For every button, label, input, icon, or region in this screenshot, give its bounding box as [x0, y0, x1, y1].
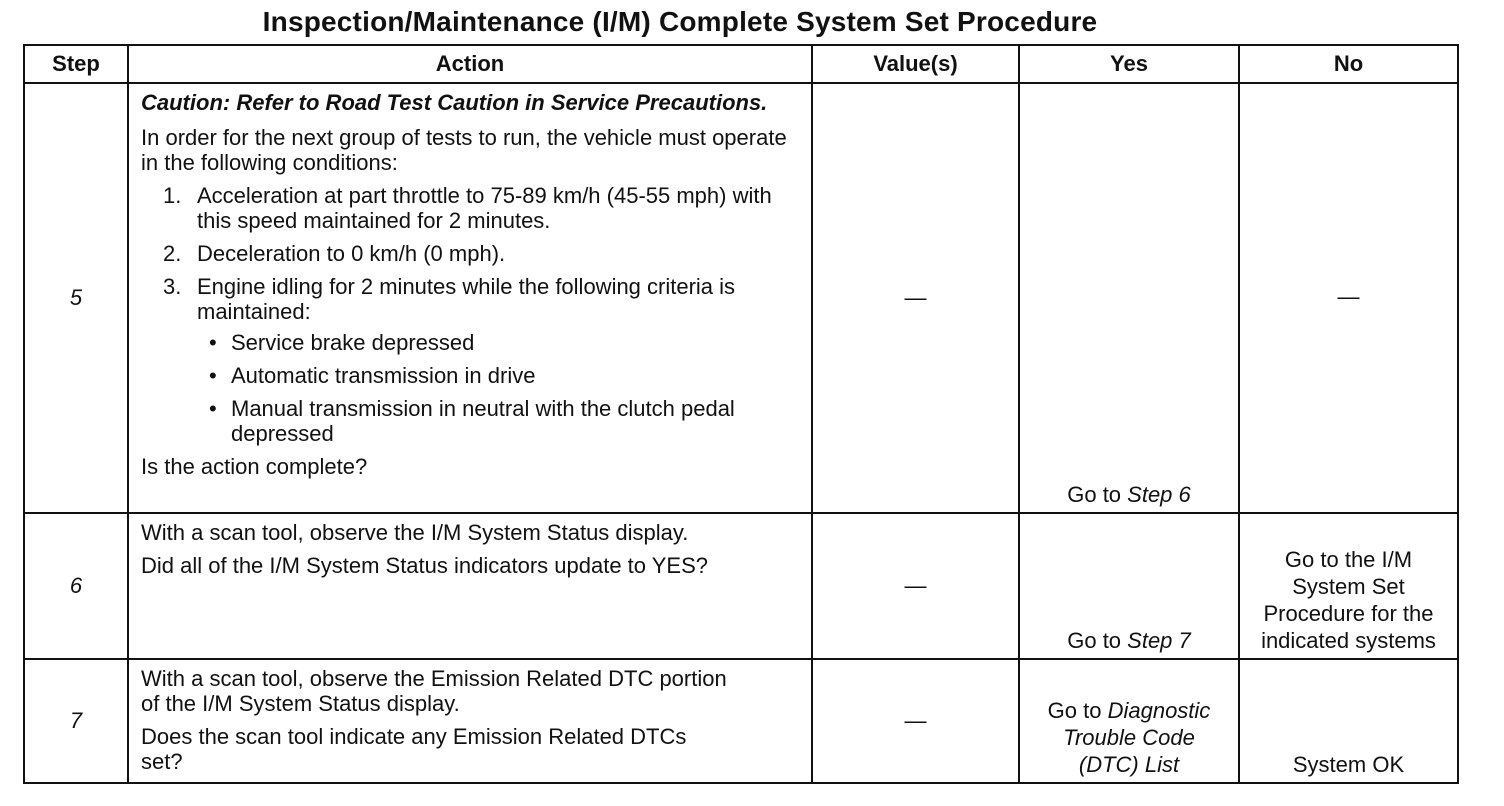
no-cell: System OK — [1239, 659, 1458, 783]
action-cell — [128, 83, 812, 513]
procedure-table — [23, 44, 1459, 784]
step-number: 7 — [24, 659, 128, 783]
table-row-step-7 — [24, 659, 1458, 783]
action-cell — [128, 659, 812, 783]
yes-cell: Go to Step 7 — [1019, 513, 1239, 659]
list-item: 1. Acceleration at part throttle to 75-89 km/h (45-55 mph) with this speed maintained for 2 minutes. — [163, 183, 772, 233]
table-row-step-6 — [24, 513, 1458, 659]
dtc-list-link[interactable]: Diagnostic Trouble Code (DTC) List — [1063, 698, 1211, 777]
header-step: Step — [24, 45, 128, 83]
no-cell: — — [1239, 83, 1458, 513]
bullet-item: • Service brake depressed — [209, 330, 475, 355]
numbered-list — [163, 183, 803, 446]
header-no: No — [1239, 45, 1458, 83]
bullet-item: • Automatic transmission in drive — [209, 363, 536, 388]
action-question: Is the action complete? — [141, 454, 368, 479]
bullet-list — [209, 330, 803, 446]
yes-cell: Go to Diagnostic Trouble Code (DTC) List — [1019, 659, 1239, 783]
caution-text: Caution: Refer to Road Test Caution in Service Precautions. — [141, 90, 768, 115]
action-cell — [128, 513, 812, 659]
page-title: Inspection/Maintenance (I/M) Complete System Set Procedure — [262, 6, 1098, 37]
header-yes: Yes — [1019, 45, 1239, 83]
step-number: 6 — [24, 513, 128, 659]
action-intro: In order for the next group of tests to run, the vehicle must operate in the following conditions: — [141, 125, 787, 175]
step-number: 5 — [24, 83, 128, 513]
value-cell: — — [812, 83, 1019, 513]
action-question: Does the scan tool indicate any Emission Related DTCs set? — [141, 724, 687, 774]
yes-cell: Go to Step 6 — [1019, 83, 1239, 513]
value-cell: — — [812, 513, 1019, 659]
action-question: Did all of the I/M System Status indicators update to YES? — [141, 553, 708, 578]
action-text: With a scan tool, observe the Emission Related DTC portion of the I/M System Status display. — [141, 666, 727, 716]
list-item: 3. Engine idling for 2 minutes while the following criteria is maintained: • Service brake depressed • Automatic transmission in drive • Manual transmission in neutral with the clutch pedal depressed — [163, 274, 803, 446]
table-row-step-5 — [24, 83, 1458, 513]
list-item: 2. Deceleration to 0 km/h (0 mph). — [163, 241, 506, 266]
header-action: Action — [128, 45, 812, 83]
step-link[interactable]: Step 6 — [1127, 482, 1191, 507]
action-text: With a scan tool, observe the I/M System Status display. — [141, 520, 689, 545]
step-link[interactable]: Step 7 — [1127, 628, 1191, 653]
table-header-row — [24, 45, 1458, 83]
header-values: Value(s) — [812, 45, 1019, 83]
no-cell: Go to the I/M System Set Procedure for the indicated systems — [1239, 513, 1458, 659]
value-cell: — — [812, 659, 1019, 783]
bullet-item: • Manual transmission in neutral with the clutch pedal depressed — [209, 396, 735, 446]
